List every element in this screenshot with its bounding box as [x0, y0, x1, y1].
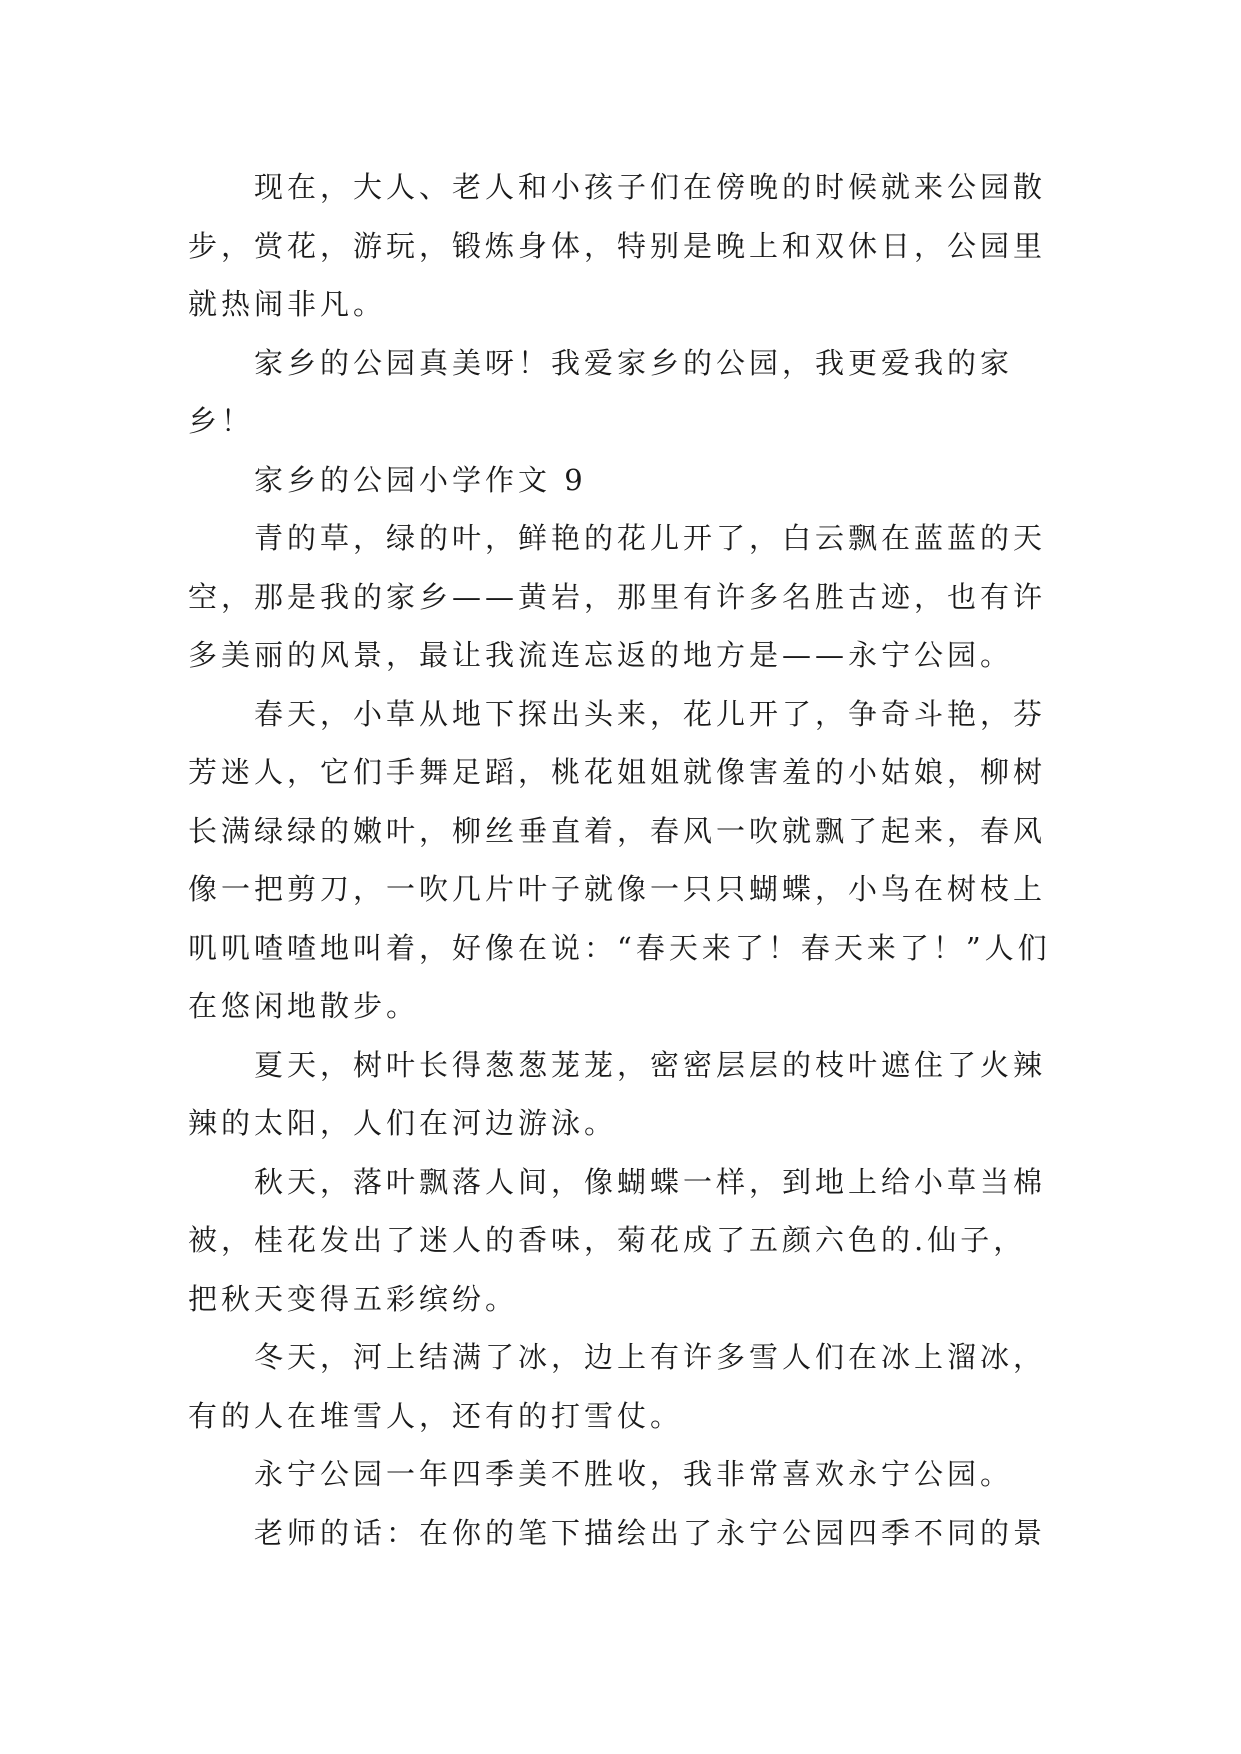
- paragraph-line: 步，赏花，游玩，锻炼身体，特别是晚上和双休日，公园里: [188, 228, 1047, 263]
- paragraph-line: 辣的太阳，人们在河边游泳。: [188, 1106, 618, 1140]
- paragraph-line: 春天，小草从地下探出头来，花儿开了，争奇斗艳，芬: [254, 696, 1047, 731]
- paragraph-line: 秋天，落叶飘落人间，像蝴蝶一样，到地上给小草当棉: [254, 1164, 1047, 1199]
- paragraph-line: 把秋天变得五彩缤纷。: [188, 1281, 519, 1316]
- document-body: [188, 158, 1052, 1562]
- paragraph-line: 永宁公园一年四季美不胜收，我非常喜欢永宁公园。: [254, 1457, 1014, 1491]
- paragraph-line: 在悠闲地散步。: [188, 989, 420, 1023]
- paragraph-line: 青的草，绿的叶，鲜艳的花儿开了，白云飘在蓝蓝的天: [254, 521, 1047, 555]
- section-title: 家乡的公园小学作文 9: [254, 462, 587, 497]
- paragraph-line: 长满绿绿的嫩叶，柳丝垂直着，春风一吹就飘了起来，春风: [188, 813, 1047, 848]
- paragraph-line: 夏天，树叶长得葱葱茏茏，密密层层的枝叶遮住了火辣: [254, 1047, 1047, 1082]
- paragraph-line: 家乡的公园真美呀！我爱家乡的公园，我更爱我的家: [254, 345, 1014, 380]
- paragraph-line: 就热闹非凡。: [188, 287, 387, 321]
- paragraph-line: 叽叽喳喳地叫着，好像在说：“春天来了！春天来了！”人们: [188, 930, 1051, 965]
- paragraph-line: 有的人在堆雪人，还有的打雪仗。: [188, 1398, 684, 1433]
- paragraph-line: 多美丽的风景，最让我流连忘返的地方是——永宁公园。: [188, 638, 1014, 672]
- paragraph-line: 被，桂花发出了迷人的香味，菊花成了五颜六色的.仙子，: [188, 1223, 1027, 1257]
- paragraph-line: 像一把剪刀，一吹几片叶子就像一只只蝴蝶，小鸟在树枝上: [188, 872, 1047, 906]
- paragraph-line: 冬天，河上结满了冰，边上有许多雪人们在冰上溜冰，: [254, 1340, 1047, 1374]
- paragraph-line: 老师的话：在你的笔下描绘出了永宁公园四季不同的景: [254, 1515, 1047, 1550]
- paragraph-line: 芳迷人，它们手舞足蹈，桃花姐姐就像害羞的小姑娘，柳树: [188, 755, 1047, 789]
- paragraph-line: 空，那是我的家乡——黄岩，那里有许多名胜古迹，也有许: [188, 579, 1047, 614]
- paragraph-line: 乡！: [188, 404, 255, 438]
- paragraph-line: 现在，大人、老人和小孩子们在傍晚的时候就来公园散: [254, 170, 1047, 204]
